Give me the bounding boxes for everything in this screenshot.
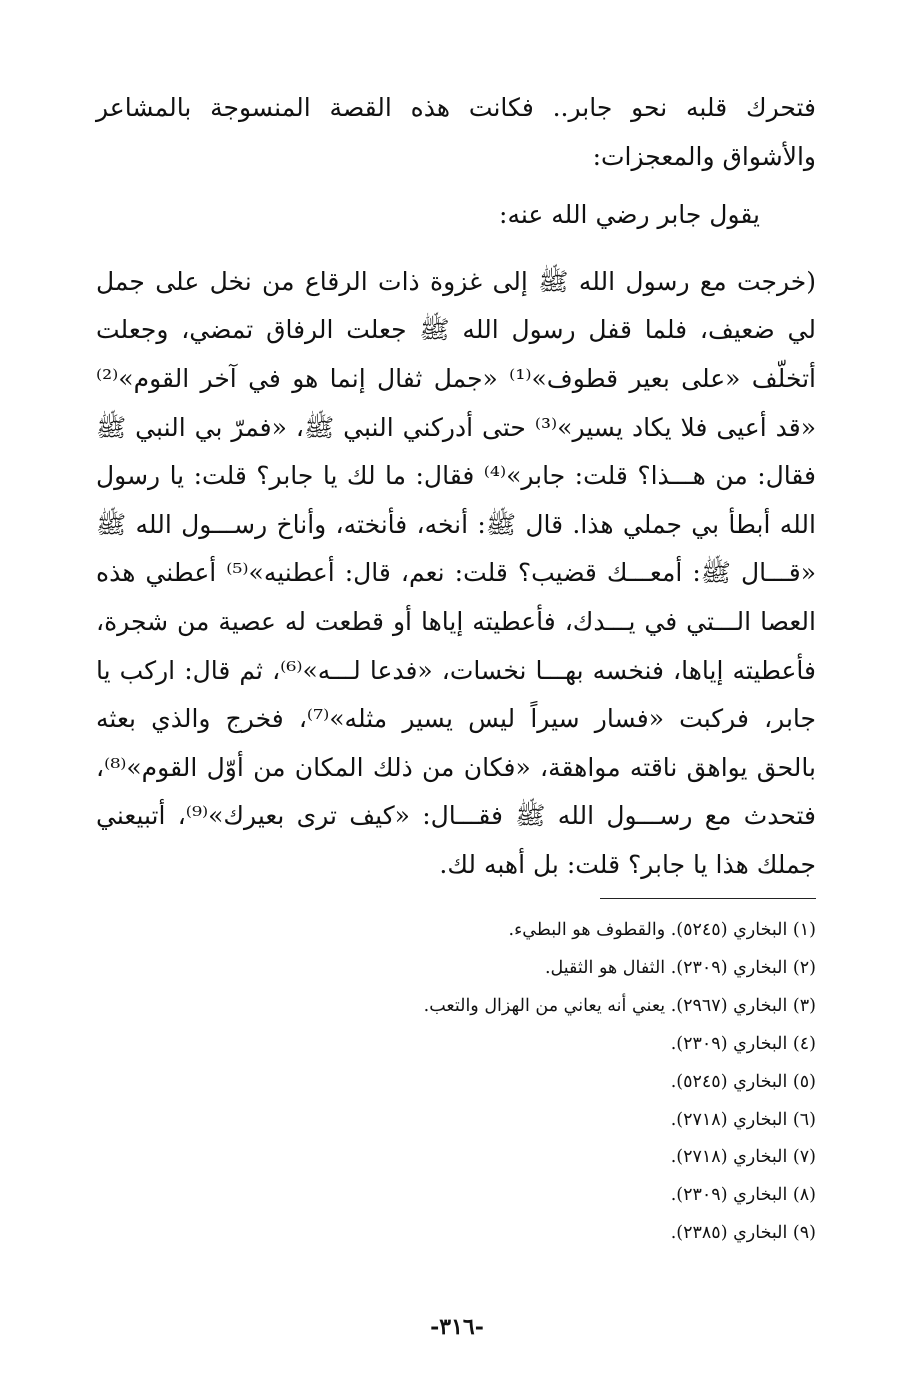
narrator-line: يقول جابر رضي الله عنه: [499, 200, 760, 230]
footnote-item: (٥) البخاري (٥٢٤٥). [670, 1071, 816, 1092]
main-text [96, 84, 816, 890]
footnote-item: (٢) البخاري (٢٣٠٩). الثفال هو الثقيل. [544, 957, 816, 978]
hadith-paragraph: (خرجت مع رسول الله ﷺ إلى غزوة ذات الرقاع من نخل على جمل لي ضعيف، فلما قفل رسول الله ﷺ جعلت الرفاق تمضي، وجعلت أتخلّف «على بعير قطوف»⁽¹⁾ «جمل ثفال إنما هو في آخر القوم»⁽²⁾ «قد أعيى فلا يكاد يسير»⁽³⁾ حتى أدركني النبي ﷺ، «فمرّ بي النبي ﷺ فقال: من هـــذا؟ قلت: جابر»⁽⁴⁾ فقال: ما لك يا جابر؟ قلت: يا رسول الله أبطأ بي جملي هذا. قال ﷺ: أنخه، فأنخته، وأناخ رســـول الله ﷺ «قـــال ﷺ: أمعـــك قضيب؟ قلت: نعم، قال: أعطنيه»⁽⁵⁾ أعطني هذه العصا الـــتي في يـــدك، فأعطيته إياها أو قطعت له عصية من شجرة، فأعطيته إياها، فنخسه بهـــا نخسات، «فدعا لـــه»⁽⁶⁾، ثم قال: اركب يا جابر، فركبت «فسار سيراً ليس يسير مثله»⁽⁷⁾، فخرج والذي بعثه بالحق يواهق ناقته مواهقة، «فكان من ذلك المكان من أوّل القوم»⁽⁸⁾، فتحدث مع رســـول الله ﷺ فقـــال: «كيف ترى بعيرك»⁽⁹⁾، أتبيعني جملك هذا يا جابر؟ قلت: بل أهبه لك. [96, 266, 817, 879]
footnote-item: (٨) البخاري (٢٣٠٩). [670, 1185, 816, 1206]
footnotes-list [300, 912, 816, 1253]
footnote-separator [600, 898, 816, 899]
page-number: -٣١٦- [430, 1314, 484, 1340]
footnote-item: (١) البخاري (٥٢٤٥). والقطوف هو البطيء. [508, 920, 816, 940]
footnote-item: (٦) البخاري (٢٧١٨). [670, 1109, 816, 1130]
footnote-item: (٣) البخاري (٢٩٦٧). يعني أنه يعاني من الهزال والتعب. [423, 995, 816, 1016]
footnote-item: (٤) البخاري (٢٣٠٩). [670, 1033, 816, 1054]
intro-paragraph: فتحرك قلبه نحو جابر.. فكانت هذه القصة المنسوجة بالمشاعر والأشواق والمعجزات: [96, 93, 816, 171]
footnote-item: (٩) البخاري (٢٣٨٥). [670, 1223, 816, 1244]
footnote-item: (٧) البخاري (٢٧١٨). [670, 1147, 816, 1168]
